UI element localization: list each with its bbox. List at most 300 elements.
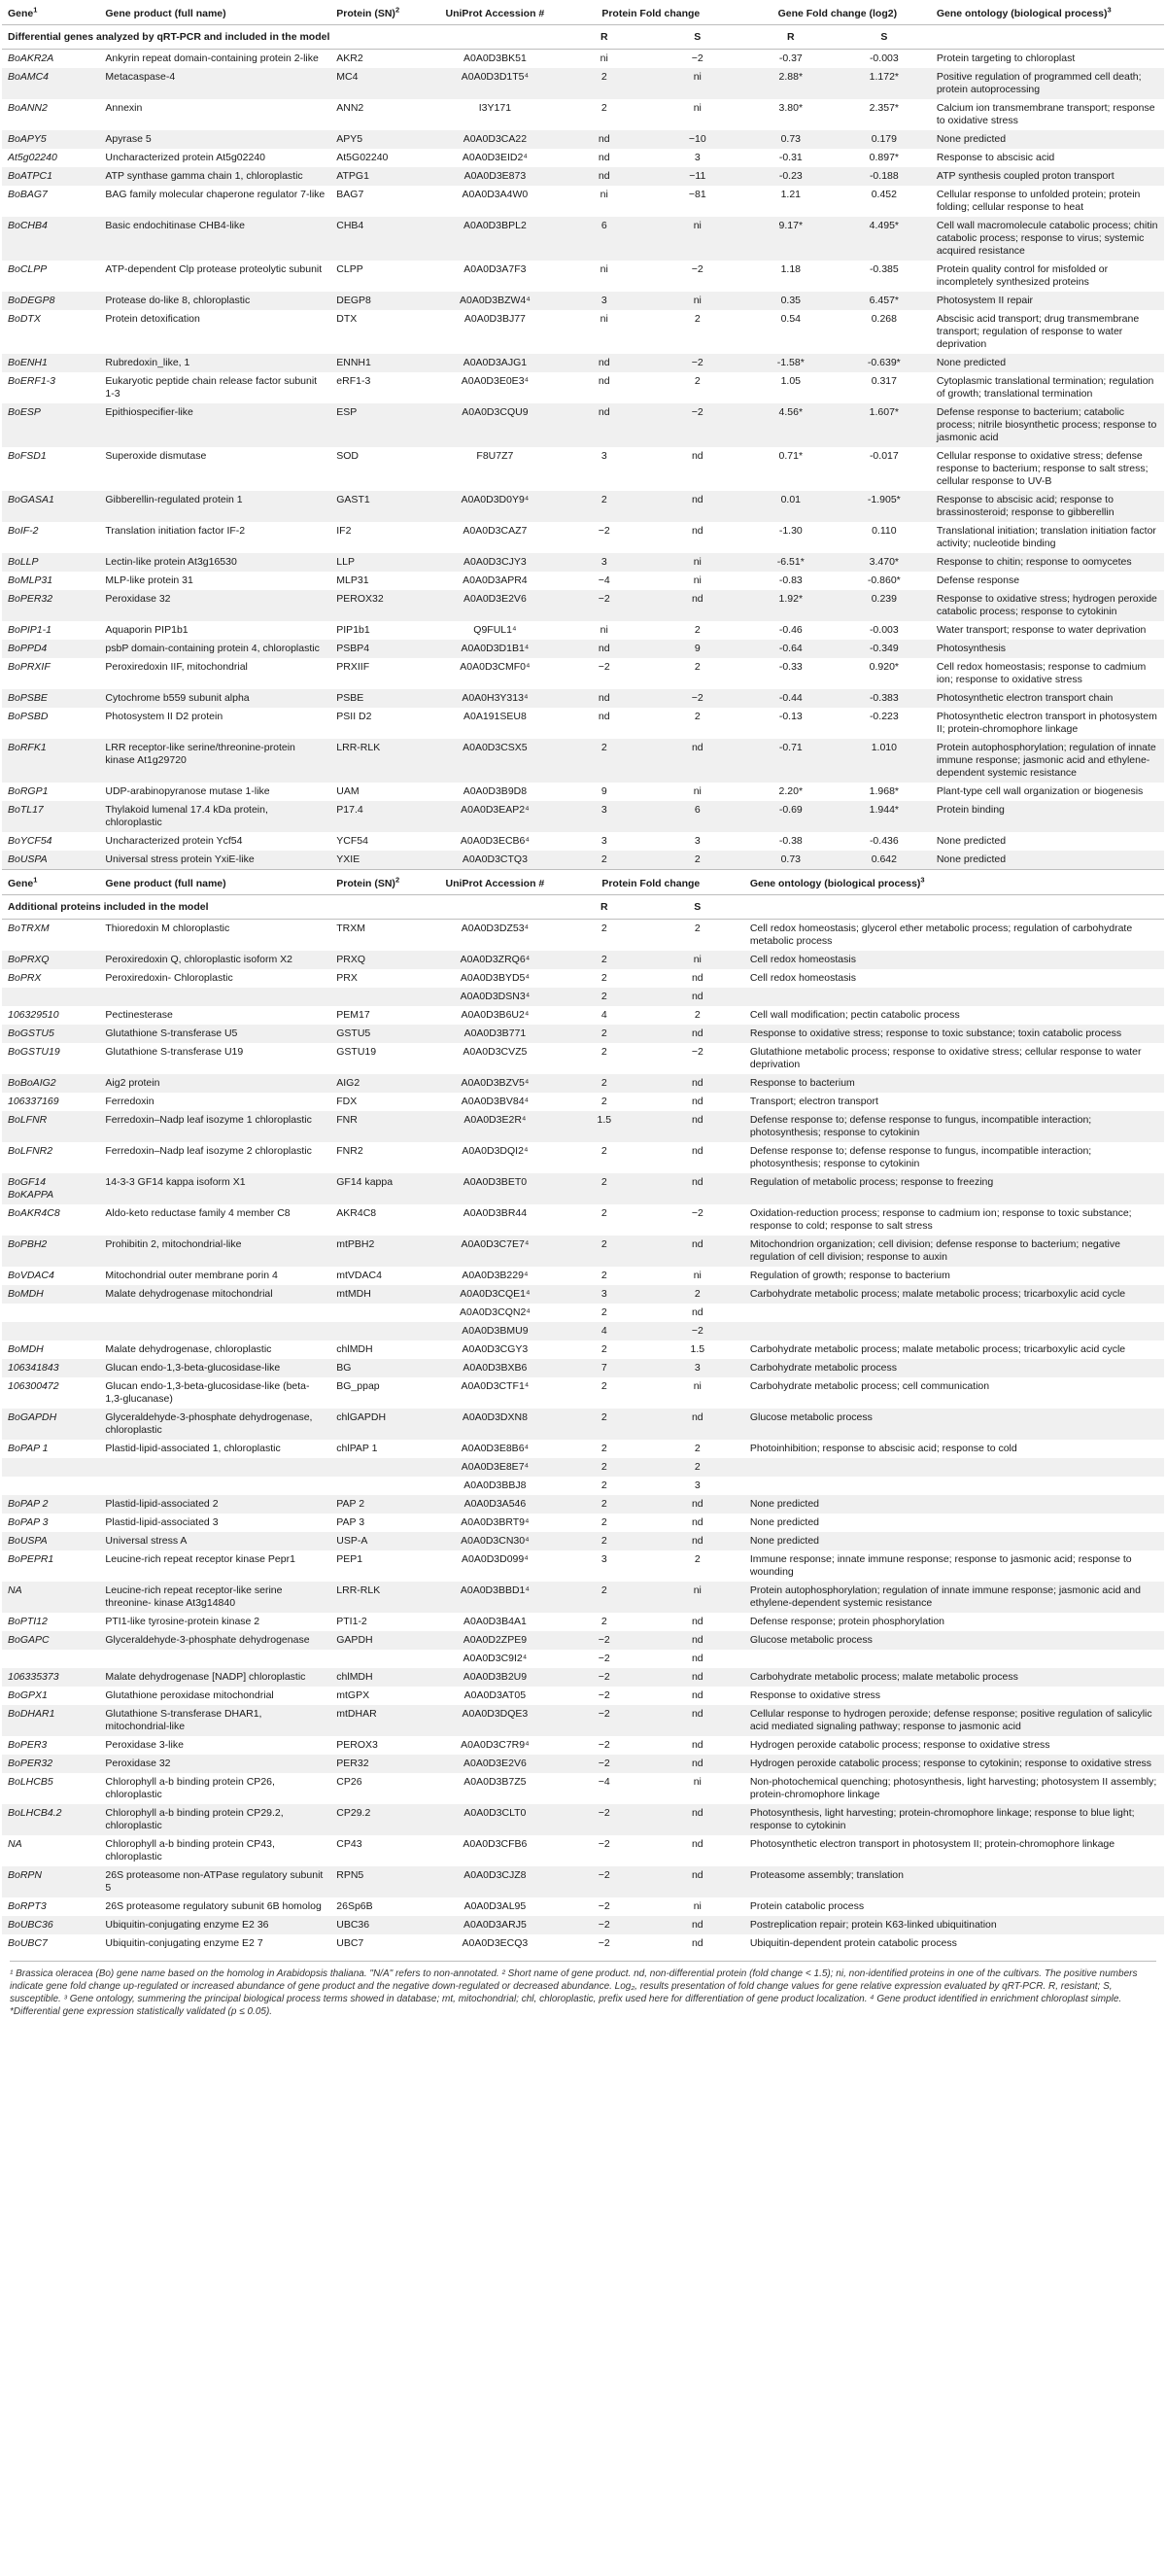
sn-cell: DTX [336,313,358,325]
go-cell: Cellular response to hydrogen peroxide; defense response; positive regulation of salicylic acid mediated signaling pathway; response to jasmonic acid [744,1705,1164,1736]
gs-cell: -0.003 [869,52,899,64]
gene-cell: BoPRX [8,972,42,984]
sn-cell: chlMDH [336,1343,373,1355]
acc-cell: A0A0D3BV84⁴ [461,1096,530,1107]
name-cell: Basic endochitinase CHB4-like [99,217,330,261]
pr-cell: 2 [558,1236,651,1267]
ps-cell: ni [693,1776,702,1788]
ps-cell: nd [651,988,744,1006]
acc-cell: A0A0D3D099⁴ [462,1553,529,1565]
sn-cell: PRXIIF [336,661,370,673]
acc-cell: A0A0D3ZRQ6⁴ [432,951,558,969]
sub-gene-s: S [838,25,931,50]
name-cell: ATP synthase gamma chain 1, chloroplastic [99,167,330,186]
table-row [2,1897,1164,1916]
sn-cell: 26Sp6B [336,1900,373,1912]
ps-cell: −2 [691,1207,703,1219]
sn-cell: FNR2 [336,1145,363,1157]
gene-cell: BoMDH [8,1343,44,1355]
sn-cell [330,1650,432,1668]
gene-cell: BoGSTU5 [2,1025,99,1043]
go-cell: Positive regulation of programmed cell death; protein autoprocessing [931,68,1164,99]
acc-cell: A0A0D3BJ77 [463,313,526,325]
gene-cell: BoRGP1 [8,785,49,797]
pr-cell: 3 [558,801,651,832]
gr-cell: -0.37 [778,52,803,64]
gs-cell: 0.317 [871,375,897,387]
gs-cell: -0.436 [869,835,899,847]
header-protein-sn: Protein (SN)$^2$ [330,870,432,895]
go-cell: Response to oxidative stress; response to toxic substance; toxin catabolic process [744,1025,1164,1043]
table-row [2,1550,1164,1582]
name-cell: Glutathione S-transferase U19 [105,1046,244,1058]
sn-cell: PRXQ [330,951,432,969]
header-gene: Gene$^1$ [2,870,99,895]
pr-cell: −2 [598,1838,610,1850]
gs-cell: -0.860* [867,574,901,586]
gene-cell: BoGSTU19 [8,1046,60,1058]
table-row [2,1025,1164,1043]
pr-cell: −4 [598,574,610,586]
acc-cell: A0A0D3CJY3 [432,553,558,572]
sn-cell: YCF54 [336,835,368,847]
go-cell: Glutathione metabolic process; response to oxidative stress; cellular response to water deprivation [749,1046,1142,1070]
name-cell: Protease do-like 8, chloroplastic [99,292,330,310]
name-cell: Cytochrome b559 subunit alpha [99,689,330,708]
ps-cell: nd [691,450,703,462]
ps-cell: nd [691,1653,703,1664]
sn-cell: mtVDAC4 [336,1270,382,1281]
ps-cell: nd [691,972,703,984]
table-row [2,1377,1164,1409]
go-cell: None predicted [936,835,1007,847]
sn-cell: chlGAPDH [330,1409,432,1440]
go-cell: Cell redox homeostasis; glycerol ether metabolic process; regulation of carbohydrate metabolic process [749,922,1133,947]
sn-cell: GAPDH [330,1631,432,1650]
gr-cell: -0.31 [778,152,803,163]
table-row [2,99,1164,130]
ps-cell: nd [651,1804,744,1835]
sn-cell: BAG7 [336,189,364,200]
gs-cell: 1.607* [838,403,931,447]
pr-cell: −2 [598,1653,610,1664]
name-cell: Uncharacterized protein At5g02240 [105,152,266,163]
pr-cell: nd [598,375,610,387]
header-gene-fold: Gene Fold change (log2) [744,0,931,25]
ps-cell: ni [693,785,702,797]
header-gene-product: Gene product (full name) [99,0,330,25]
go-cell: Photosynthesis [931,640,1164,658]
table-footnote: ¹ Brassica oleracea (Bo) gene name based on the homolog in Arabidopsis thaliana. "N/A" refers to non-annotated. ² Short name of gene product. nd, non-differential protein (fold change < 1.5); ni, non-identified proteins in one of the cultivars. The positive numbers indicate gene fold change up-regulated or increased abundance of gene product and the negative down-regulated or decreased abundance. Log₂, results presentation of fold change values for gene relative expression evaluated by qRT-PCR. R, resistant; S, susceptible. ³ Gene ontology, summering the principal biological process terms showed in database; mt, mitochondrial; chl, chloroplastic, prefix used here for differentiation of gene product localization. ⁴ Gene product identified in enrichment chloroplast simple. *Differential gene expression statistically validated (p ≤ 0.05). [10,1961,1156,2018]
gs-cell: 6.457* [838,292,931,310]
acc-cell: A0A0D3CGY3 [462,1343,529,1355]
gene-cell: BoPBH2 [2,1236,99,1267]
sn-cell: MC4 [330,68,432,99]
name-cell: Ferredoxin–Nadp leaf isozyme 2 chloroplastic [105,1145,312,1157]
ps-cell: nd [651,1111,744,1142]
go-cell: Carbohydrate metabolic process; malate metabolic process; tricarboxylic acid cycle [744,1285,1164,1304]
name-cell: LRR receptor-like serine/threonine-protein kinase At1g29720 [99,739,330,783]
name-cell: Ankyrin repeat domain-containing protein 2-like [105,52,319,64]
gs-cell: 0.452 [871,189,897,200]
sn-cell: CP26 [336,1776,362,1788]
gs-cell: 0.642 [838,851,931,869]
gr-cell: -1.58* [744,354,838,372]
sn-cell: P17.4 [330,801,432,832]
gr-cell: -0.83 [778,574,803,586]
name-cell: Peroxiredoxin- Chloroplastic [105,972,233,984]
table-row [2,1236,1164,1267]
gene-cell: BoUBC36 [2,1916,99,1934]
gr-cell: 3.80* [778,102,804,114]
gr-cell: 2.88* [744,68,838,99]
table-row [2,1705,1164,1736]
table-row [2,1340,1164,1359]
acc-cell: A0A0D3BXB6 [432,1359,558,1377]
gs-cell: -0.383 [838,689,931,708]
go-cell: Response to bacterium [744,1074,1164,1093]
acc-cell: A0A0D3CQU9 [432,403,558,447]
acc-cell: A0A0D3E8E7⁴ [432,1458,558,1477]
header-uniprot: UniProt Accession # [432,0,558,25]
sn-cell: UAM [336,785,360,797]
gene-cell [2,988,99,1006]
go-cell: Cell redox homeostasis [749,972,856,984]
name-cell: Metacaspase-4 [99,68,330,99]
sn-cell: ENNH1 [330,354,432,372]
acc-cell: A0A0D3BZW4⁴ [432,292,558,310]
acc-cell: A0A0D3CQE1⁴ [432,1285,558,1304]
table-row [2,801,1164,832]
go-cell: Regulation of metabolic process; response to freezing [744,1173,1164,1204]
ps-cell: 2 [651,851,744,869]
ps-cell: nd [691,1838,703,1850]
gene-cell: BoPAP 3 [8,1516,49,1528]
go-cell: Carbohydrate metabolic process; malate metabolic process [744,1668,1164,1687]
acc-cell: A0A0D3BET0 [432,1173,558,1204]
table-row [2,1631,1164,1650]
go-cell: Carbohydrate metabolic process; cell communication [749,1380,990,1392]
pr-cell: nd [598,711,610,722]
name-cell: Plastid-lipid-associated 2 [99,1495,330,1514]
table-row [2,1773,1164,1804]
table-row [2,149,1164,167]
gr-cell: 1.05 [780,375,802,387]
name-cell: 26S proteasome regulatory subunit 6B homolog [105,1900,322,1912]
acc-cell: A0A0D3CTQ3 [432,851,558,869]
gr-cell: 1.21 [780,189,802,200]
gene-cell: BoFSD1 [8,450,47,462]
table2-body [2,920,1164,1954]
gs-cell: -0.188 [838,167,931,186]
go-cell: Abscisic acid transport; drug transmembrane transport; regulation of response to water deprivation [936,313,1140,350]
acc-cell: A0A0D3BBJ8 [463,1479,527,1491]
acc-cell: A0A0D3CLT0 [432,1804,558,1835]
table-row [2,1267,1164,1285]
gene-cell: BoAKR4C8 [8,1207,60,1219]
ps-cell: 2 [651,1458,744,1477]
acc-cell: A0A0D3BZV5⁴ [432,1074,558,1093]
ps-cell: 2 [694,624,701,636]
ps-cell: ni [651,951,744,969]
go-cell: Protein quality control for misfolded or incompletely synthesized proteins [936,263,1109,288]
acc-cell: A0A0D3DXN8 [432,1409,558,1440]
pr-cell: ni [600,52,608,64]
go-cell [744,1322,1164,1340]
pr-cell: 2 [600,1616,607,1627]
gr-cell: 0.73 [744,130,838,149]
pr-cell: 2 [558,1582,651,1613]
gs-cell: -1.905* [838,491,931,522]
sn-cell: PEROX3 [336,1739,378,1751]
ps-cell: −2 [651,403,744,447]
ps-cell: 3 [694,1479,701,1491]
gene-cell: BoERF1-3 [8,375,56,387]
table-row [2,1440,1164,1458]
sn-cell: mtDHAR [330,1705,432,1736]
acc-cell: A0A0D3CSX5 [432,739,558,783]
acc-cell: A0A0D2ZPE9 [432,1631,558,1650]
acc-cell: A0A0D3DSN3⁴ [432,988,558,1006]
name-cell: ATP-dependent Clp protease proteolytic subunit [105,263,323,275]
table-row [2,1866,1164,1897]
gene-cell: BoGASA1 [2,491,99,522]
name-cell: 14-3-3 GF14 kappa isoform X1 [99,1173,330,1204]
ps-cell: ni [651,217,744,261]
name-cell: Universal stress protein YxiE-like [99,851,330,869]
go-cell: Response to oxidative stress [749,1689,881,1701]
go-cell: Cell wall macromolecule catabolic process; chitin catabolic process; response to virus; systemic acquired resistance [931,217,1164,261]
gr-cell: 1.18 [780,263,802,275]
name-cell [99,1304,330,1322]
gr-cell: -0.46 [778,624,803,636]
acc-cell: A0A191SEU8 [463,711,527,722]
table-row [2,186,1164,217]
acc-cell: A0A0D3CJZ8 [432,1866,558,1897]
table-row [2,1173,1164,1204]
acc-cell: A0A0D3CAZ7 [463,525,528,537]
gene-cell [2,1650,99,1668]
gene-cell [2,1458,99,1477]
name-cell: Aldo-keto reductase family 4 member C8 [105,1207,291,1219]
name-cell: Peroxiredoxin IIF, mitochondrial [105,661,248,673]
sn-cell: CP29.2 [330,1804,432,1835]
gs-cell: 2.357* [869,102,900,114]
ps-cell: nd [651,1916,744,1934]
gene-cell: BoPAP 2 [2,1495,99,1514]
ps-cell: 9 [651,640,744,658]
acc-cell: A0A0D3CN30⁴ [432,1532,558,1550]
name-cell: Plastid-lipid-associated 3 [105,1516,219,1528]
ps-cell: 1.5 [690,1343,705,1355]
pr-cell: nd [598,152,610,163]
acc-cell: A0A0D3A7F3 [463,263,527,275]
header-gene-product: Gene product (full name) [99,870,330,895]
gene-cell: BoVDAC4 [8,1270,54,1281]
pr-cell: 9 [600,785,607,797]
table1-header-row [2,0,1164,25]
acc-cell: A0A0D3B771 [432,1025,558,1043]
pr-cell: 4 [600,1009,607,1021]
acc-cell: A0A0D3B2U9 [432,1668,558,1687]
go-cell: Defense response to bacterium; catabolic process; nitrile biosynthetic process; response to jasmonic acid [931,403,1164,447]
ps-cell: nd [651,739,744,783]
pr-cell: ni [600,624,608,636]
sn-cell: PEP1 [336,1553,363,1565]
gr-cell: 4.56* [744,403,838,447]
go-cell: Defense response to; defense response to fungus, incompatible interaction; photosynthesis; response to cytokinin [749,1145,1092,1169]
sn-cell: CP43 [336,1838,362,1850]
gene-cell: NA [2,1582,99,1613]
name-cell: Peroxidase 32 [99,1755,330,1773]
go-cell: None predicted [931,354,1164,372]
go-cell: Photosystem II repair [931,292,1164,310]
table-row [2,1650,1164,1668]
sn-cell: RPN5 [330,1866,432,1897]
gene-cell: BoPIP1-1 [8,624,51,636]
pr-cell: nd [558,167,651,186]
pr-cell: −2 [558,1705,651,1736]
acc-cell: A0A0D3E2V6 [432,1755,558,1773]
table-row [2,1204,1164,1236]
acc-cell: A0A0D3B4A1 [463,1616,527,1627]
gene-cell: BoGAPC [2,1631,99,1650]
sub-r: R [558,895,651,920]
pr-cell: −2 [598,1900,610,1912]
gene-cell: BoBoAIG2 [2,1074,99,1093]
sn-cell: chlPAP 1 [336,1443,378,1454]
go-cell: Carbohydrate metabolic process [744,1359,1164,1377]
acc-cell: A0A0D3CMF0⁴ [460,661,531,673]
ps-cell: ni [693,1900,702,1912]
sn-cell: MLP31 [336,574,369,586]
pr-cell: 3 [558,292,651,310]
name-cell [99,1650,330,1668]
pr-cell: 2 [558,1458,651,1477]
gene-cell: BoGPX1 [8,1689,48,1701]
gr-cell: -0.33 [778,661,803,673]
table-row [2,1458,1164,1477]
gs-cell: -0.385 [869,263,899,275]
go-cell: Defense response [936,574,1020,586]
go-cell: Photoinhibition; response to abscisic acid; response to cold [749,1443,1017,1454]
acc-cell: A0A0D3BK51 [463,52,527,64]
name-cell: Glyceraldehyde-3-phosphate dehydrogenase, chloroplastic [99,1409,330,1440]
table-row [2,491,1164,522]
ps-cell: nd [691,1516,703,1528]
section-label: Additional proteins included in the model [2,895,558,920]
pr-cell: 2 [600,922,607,934]
ps-cell: nd [651,590,744,621]
go-cell: Proteasome assembly; translation [744,1866,1164,1897]
table-row [2,372,1164,403]
name-cell: Malate dehydrogenase [NADP] chloroplastic [99,1668,330,1687]
pr-cell: 2 [600,1343,607,1355]
sn-cell [330,1322,432,1340]
ps-cell: nd [691,1096,703,1107]
sn-cell: chlMDH [330,1668,432,1687]
ps-cell: 2 [694,711,701,722]
gene-cell: BoLFNR [2,1111,99,1142]
name-cell: Aig2 protein [99,1074,330,1093]
acc-cell: A0A0D3BPL2 [432,217,558,261]
table-row [2,1074,1164,1093]
table-row [2,403,1164,447]
name-cell: Glutathione peroxidase mitochondrial [105,1689,274,1701]
gene-cell: BoPSBE [2,689,99,708]
gene-cell: BoPPD4 [2,640,99,658]
gr-cell: -0.13 [778,711,803,722]
pr-cell: nd [558,130,651,149]
table-row [2,292,1164,310]
sn-cell: LRR-RLK [330,739,432,783]
table-row [2,1755,1164,1773]
gene-cell: BoUBC7 [8,1937,48,1949]
gene-cell: BoAMC4 [2,68,99,99]
pr-cell: −4 [598,1776,610,1788]
ps-cell: ni [651,1582,744,1613]
gs-cell: 0.920* [869,661,900,673]
name-cell: Peroxidase 3-like [105,1739,184,1751]
gr-cell: -1.30 [778,525,803,537]
table-row [2,832,1164,851]
ps-cell: 2 [694,1553,701,1565]
gs-cell: 3.470* [838,553,931,572]
go-cell [744,1458,1164,1477]
pr-cell: 2 [600,1380,607,1392]
table-row [2,590,1164,621]
sn-cell: PTI1-2 [336,1616,367,1627]
table-row [2,1322,1164,1340]
sn-cell: GSTU5 [330,1025,432,1043]
ps-cell: nd [691,1616,703,1627]
pr-cell: −2 [558,1755,651,1773]
gs-cell: 4.495* [838,217,931,261]
gene-cell: BoPER32 [2,590,99,621]
pr-cell: 7 [558,1359,651,1377]
pr-cell: nd [558,689,651,708]
gene-cell: BoCLPP [8,263,48,275]
gene-cell: BoLLP [2,553,99,572]
name-cell: Translation initiation factor IF-2 [105,525,246,537]
go-cell: Response to oxidative stress; hydrogen peroxide catabolic process; response to cytokinin [931,590,1164,621]
ps-cell: 3 [694,835,701,847]
gs-cell: 1.944* [838,801,931,832]
ps-cell: −2 [651,1322,744,1340]
sn-cell: TRXM [336,922,366,934]
pr-cell: 2 [558,1532,651,1550]
acc-cell: A0A0D3E2V6 [432,590,558,621]
sn-cell: PEM17 [336,1009,370,1021]
sn-cell: GAST1 [330,491,432,522]
sn-cell: DEGP8 [330,292,432,310]
sn-cell: PER32 [330,1755,432,1773]
go-cell: Hydrogen peroxide catabolic process; response to cytokinin; response to oxidative stress [744,1755,1164,1773]
section-label: Differential genes analyzed by qRT-PCR and included in the model [2,25,558,50]
ps-cell: ni [651,292,744,310]
table-row [2,1835,1164,1866]
table-row [2,1093,1164,1111]
gene-cell: BoMDH [2,1285,99,1304]
sn-cell: USP-A [330,1532,432,1550]
name-cell: Gibberellin-regulated protein 1 [99,491,330,522]
acc-cell: A0A0D3AL95 [463,1900,527,1912]
acc-cell: A0A0D3CQN2⁴ [460,1306,531,1318]
sub-s: S [651,895,744,920]
pr-cell: 2 [600,972,607,984]
ps-cell: nd [691,1145,703,1157]
name-cell: Ubiquitin-conjugating enzyme E2 7 [105,1937,263,1949]
